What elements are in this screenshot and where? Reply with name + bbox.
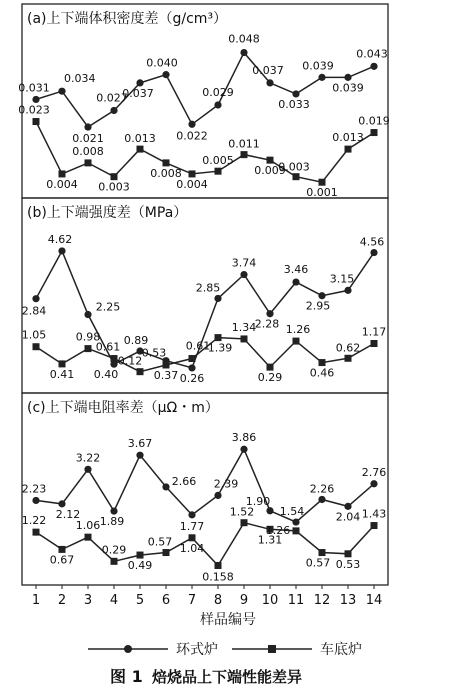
figure-caption [110,667,302,686]
data-label: 3.22 [75,451,101,465]
data-label: 3.46 [283,263,309,277]
data-point-square [267,157,274,164]
data-point-square [319,359,326,366]
x-tick-label: 2 [57,593,67,608]
data-label: 0.40 [93,368,119,382]
data-point-circle [370,63,377,70]
data-point-square [163,159,170,166]
data-point-square [241,519,248,526]
data-point-square [371,340,378,347]
data-label: 2.76 [361,465,387,479]
data-label: 2.26 [309,482,335,496]
data-point-square [241,335,248,342]
data-label: 0.023 [18,103,50,117]
data-point-square [189,534,196,541]
data-label: 0.037 [122,86,154,100]
data-point-circle [292,90,299,97]
data-label: 1.04 [179,541,205,555]
data-point-circle [318,74,325,81]
data-label: 0.013 [332,131,364,145]
data-point-square [319,549,326,556]
x-axis-ticks [32,585,382,608]
x-tick-label: 13 [339,593,357,608]
data-point-square [345,550,352,557]
legend [88,641,362,658]
data-point-square [111,558,118,565]
x-tick-label: 5 [135,593,145,608]
x-tick-label: 12 [313,593,331,608]
legend-label-car-furnace: 车底炉 [320,642,362,658]
data-point-square [85,345,92,352]
data-label: 2.23 [21,482,47,496]
data-label: 1.54 [279,505,305,519]
data-label: 3.74 [231,256,257,270]
data-label: 0.89 [123,334,149,347]
data-point-square [345,146,352,153]
data-label: 0.011 [228,137,260,151]
data-point-square [189,355,196,362]
x-tick-label: 1 [31,593,41,608]
data-label: 0.46 [309,366,335,380]
data-label: 0.26 [179,371,205,385]
x-tick-label: 14 [365,593,383,608]
data-label: 0.039 [302,59,334,73]
data-label: 2.66 [171,474,197,488]
data-label: 0.008 [72,144,104,158]
x-tick-label: 4 [109,593,119,608]
panel-frame [22,198,388,393]
panel-title: (c)上下端电阻率差（μΩ・m） [27,400,219,416]
data-point-square [137,368,144,375]
x-axis-title: 样品编号 [200,612,256,628]
panel-title: (a)上下端体积密度差（g/cm³） [27,11,228,27]
data-point-square [215,334,222,341]
data-point-circle [110,507,117,514]
data-label: 1.26 [265,523,291,537]
x-tick-label: 11 [287,593,305,608]
data-point-circle [370,249,377,256]
data-label: 0.021 [72,132,104,145]
data-point-circle [58,88,65,95]
data-point-square [111,173,118,180]
data-label: 0.034 [64,72,96,86]
data-label: 0.41 [49,367,75,381]
data-point-square [33,529,40,536]
data-point-circle [136,452,143,459]
data-point-square [85,159,92,166]
caption-number: 图 1 [110,667,143,686]
data-label: 1.05 [21,328,47,342]
data-point-circle [318,292,325,299]
data-label: 1.17 [361,325,387,339]
data-point-circle [214,101,221,108]
data-label: 2.84 [21,304,47,318]
data-label: 0.040 [146,56,178,70]
data-point-circle [136,79,143,86]
data-point-circle [188,121,195,128]
data-label: 0.043 [356,47,388,61]
chart-panel-c [22,393,388,585]
data-label: 1.39 [207,341,233,355]
data-label: 0.039 [332,81,364,95]
data-label: 2.04 [335,510,361,524]
data-label: 0.57 [147,535,173,549]
x-tick-label: 10 [261,593,279,608]
data-point-square [241,151,248,158]
data-point-square [189,170,196,177]
data-point-circle [292,518,299,525]
data-point-square [163,549,170,556]
data-label: 1.31 [257,533,283,547]
data-label: 0.027 [96,91,128,105]
data-label: 0.037 [252,63,284,77]
x-tick-label: 9 [239,593,249,608]
data-label: 0.61 [95,340,121,354]
data-label: 1.06 [75,519,101,533]
data-point-square [319,179,326,186]
data-point-square [215,562,222,569]
data-label: 0.013 [124,132,156,146]
data-label: 0.033 [278,97,310,111]
x-tick-label: 3 [83,593,93,608]
data-point-square [59,546,66,553]
data-point-circle [266,507,273,514]
data-point-square [215,168,222,175]
data-point-square [267,364,274,371]
data-label: 1.89 [99,515,125,529]
data-label: 3.86 [231,431,257,445]
data-point-circle [32,96,39,103]
data-label: 0.29 [257,371,283,385]
data-point-square [137,146,144,153]
data-point-circle [188,364,195,371]
data-label: 2.39 [213,477,239,491]
data-label: 1.90 [245,494,271,508]
data-point-circle [214,295,221,302]
data-point-square [137,552,144,559]
data-point-circle [344,74,351,81]
data-label: 0.004 [46,177,78,191]
data-label: 1.43 [361,507,387,521]
data-point-circle [266,79,273,86]
data-label: 4.62 [47,232,73,246]
data-point-circle [162,483,169,490]
data-label: 0.019 [358,114,390,128]
legend-marker-square [268,645,276,653]
data-label: 3.15 [329,272,355,286]
data-point-square [33,118,40,125]
chart-panels [18,4,390,585]
data-label: 2.85 [195,281,221,295]
data-label: 0.158 [202,570,234,584]
data-point-square [371,522,378,529]
data-label: 0.57 [305,556,331,570]
data-point-circle [58,247,65,254]
data-label: 0.009 [254,164,286,178]
data-point-circle [84,123,91,130]
data-label: 0.53 [141,346,167,360]
data-label: 0.005 [202,154,234,168]
data-label: 2.28 [254,317,280,331]
data-label: 0.12 [117,354,143,368]
x-tick-label: 7 [187,593,197,608]
data-point-square [293,173,300,180]
data-label: 0.001 [306,186,338,200]
data-point-circle [240,271,247,278]
data-point-circle [32,497,39,504]
data-point-circle [84,466,91,473]
data-point-circle [240,49,247,56]
data-point-square [293,527,300,534]
legend-marker-circle [124,645,132,653]
data-point-circle [344,287,351,294]
data-point-circle [292,278,299,285]
data-label: 1.22 [21,514,47,528]
data-label: 0.29 [101,543,127,557]
data-label: 0.003 [278,160,310,174]
data-point-circle [240,446,247,453]
data-label: 2.25 [95,300,121,314]
data-label: 0.008 [150,166,182,180]
data-point-square [371,129,378,136]
data-point-square [33,343,40,350]
data-label: 1.34 [231,320,257,334]
data-label: 0.003 [98,180,130,194]
data-point-circle [266,310,273,317]
data-point-square [59,360,66,367]
data-label: 0.67 [49,553,75,567]
data-label: 0.62 [335,341,361,355]
data-point-circle [162,71,169,78]
data-point-square [293,338,300,345]
data-label: 0.022 [176,129,208,143]
data-point-square [163,361,170,368]
data-point-square [59,170,66,177]
chart-panel-b [22,198,388,393]
data-label: 0.029 [202,86,234,99]
data-label: 0.61 [185,339,211,353]
data-label: 1.26 [285,323,311,337]
data-label: 0.53 [335,557,361,571]
data-label: 4.56 [359,235,385,249]
data-point-circle [318,496,325,503]
data-label: 0.048 [228,32,260,46]
data-label: 0.98 [75,330,101,344]
data-point-circle [344,503,351,510]
chart-panel-a [18,4,390,199]
data-point-circle [214,492,221,499]
x-tick-label: 6 [161,593,171,608]
data-label: 0.37 [153,369,179,382]
legend-label-ring-furnace: 环式炉 [176,642,218,658]
data-point-circle [110,107,117,114]
data-label: 2.12 [55,507,81,521]
data-point-square [111,355,118,362]
data-label: 1.77 [179,519,205,533]
data-point-square [85,534,92,541]
caption-text: 焙烧品上下端性能差异 [152,668,303,686]
data-label: 2.95 [305,299,331,313]
panel-title: (b)上下端强度差（MPa） [27,205,188,221]
data-label: 0.49 [127,559,153,573]
data-point-circle [58,500,65,507]
data-label: 1.52 [229,505,255,519]
data-point-circle [370,480,377,487]
data-label: 0.004 [176,177,208,191]
data-point-circle [84,311,91,318]
data-point-square [345,355,352,362]
data-label: 0.031 [18,81,50,95]
data-point-circle [32,295,39,302]
data-point-circle [188,511,195,518]
data-label: 3.67 [127,437,153,451]
x-tick-label: 8 [213,593,223,608]
